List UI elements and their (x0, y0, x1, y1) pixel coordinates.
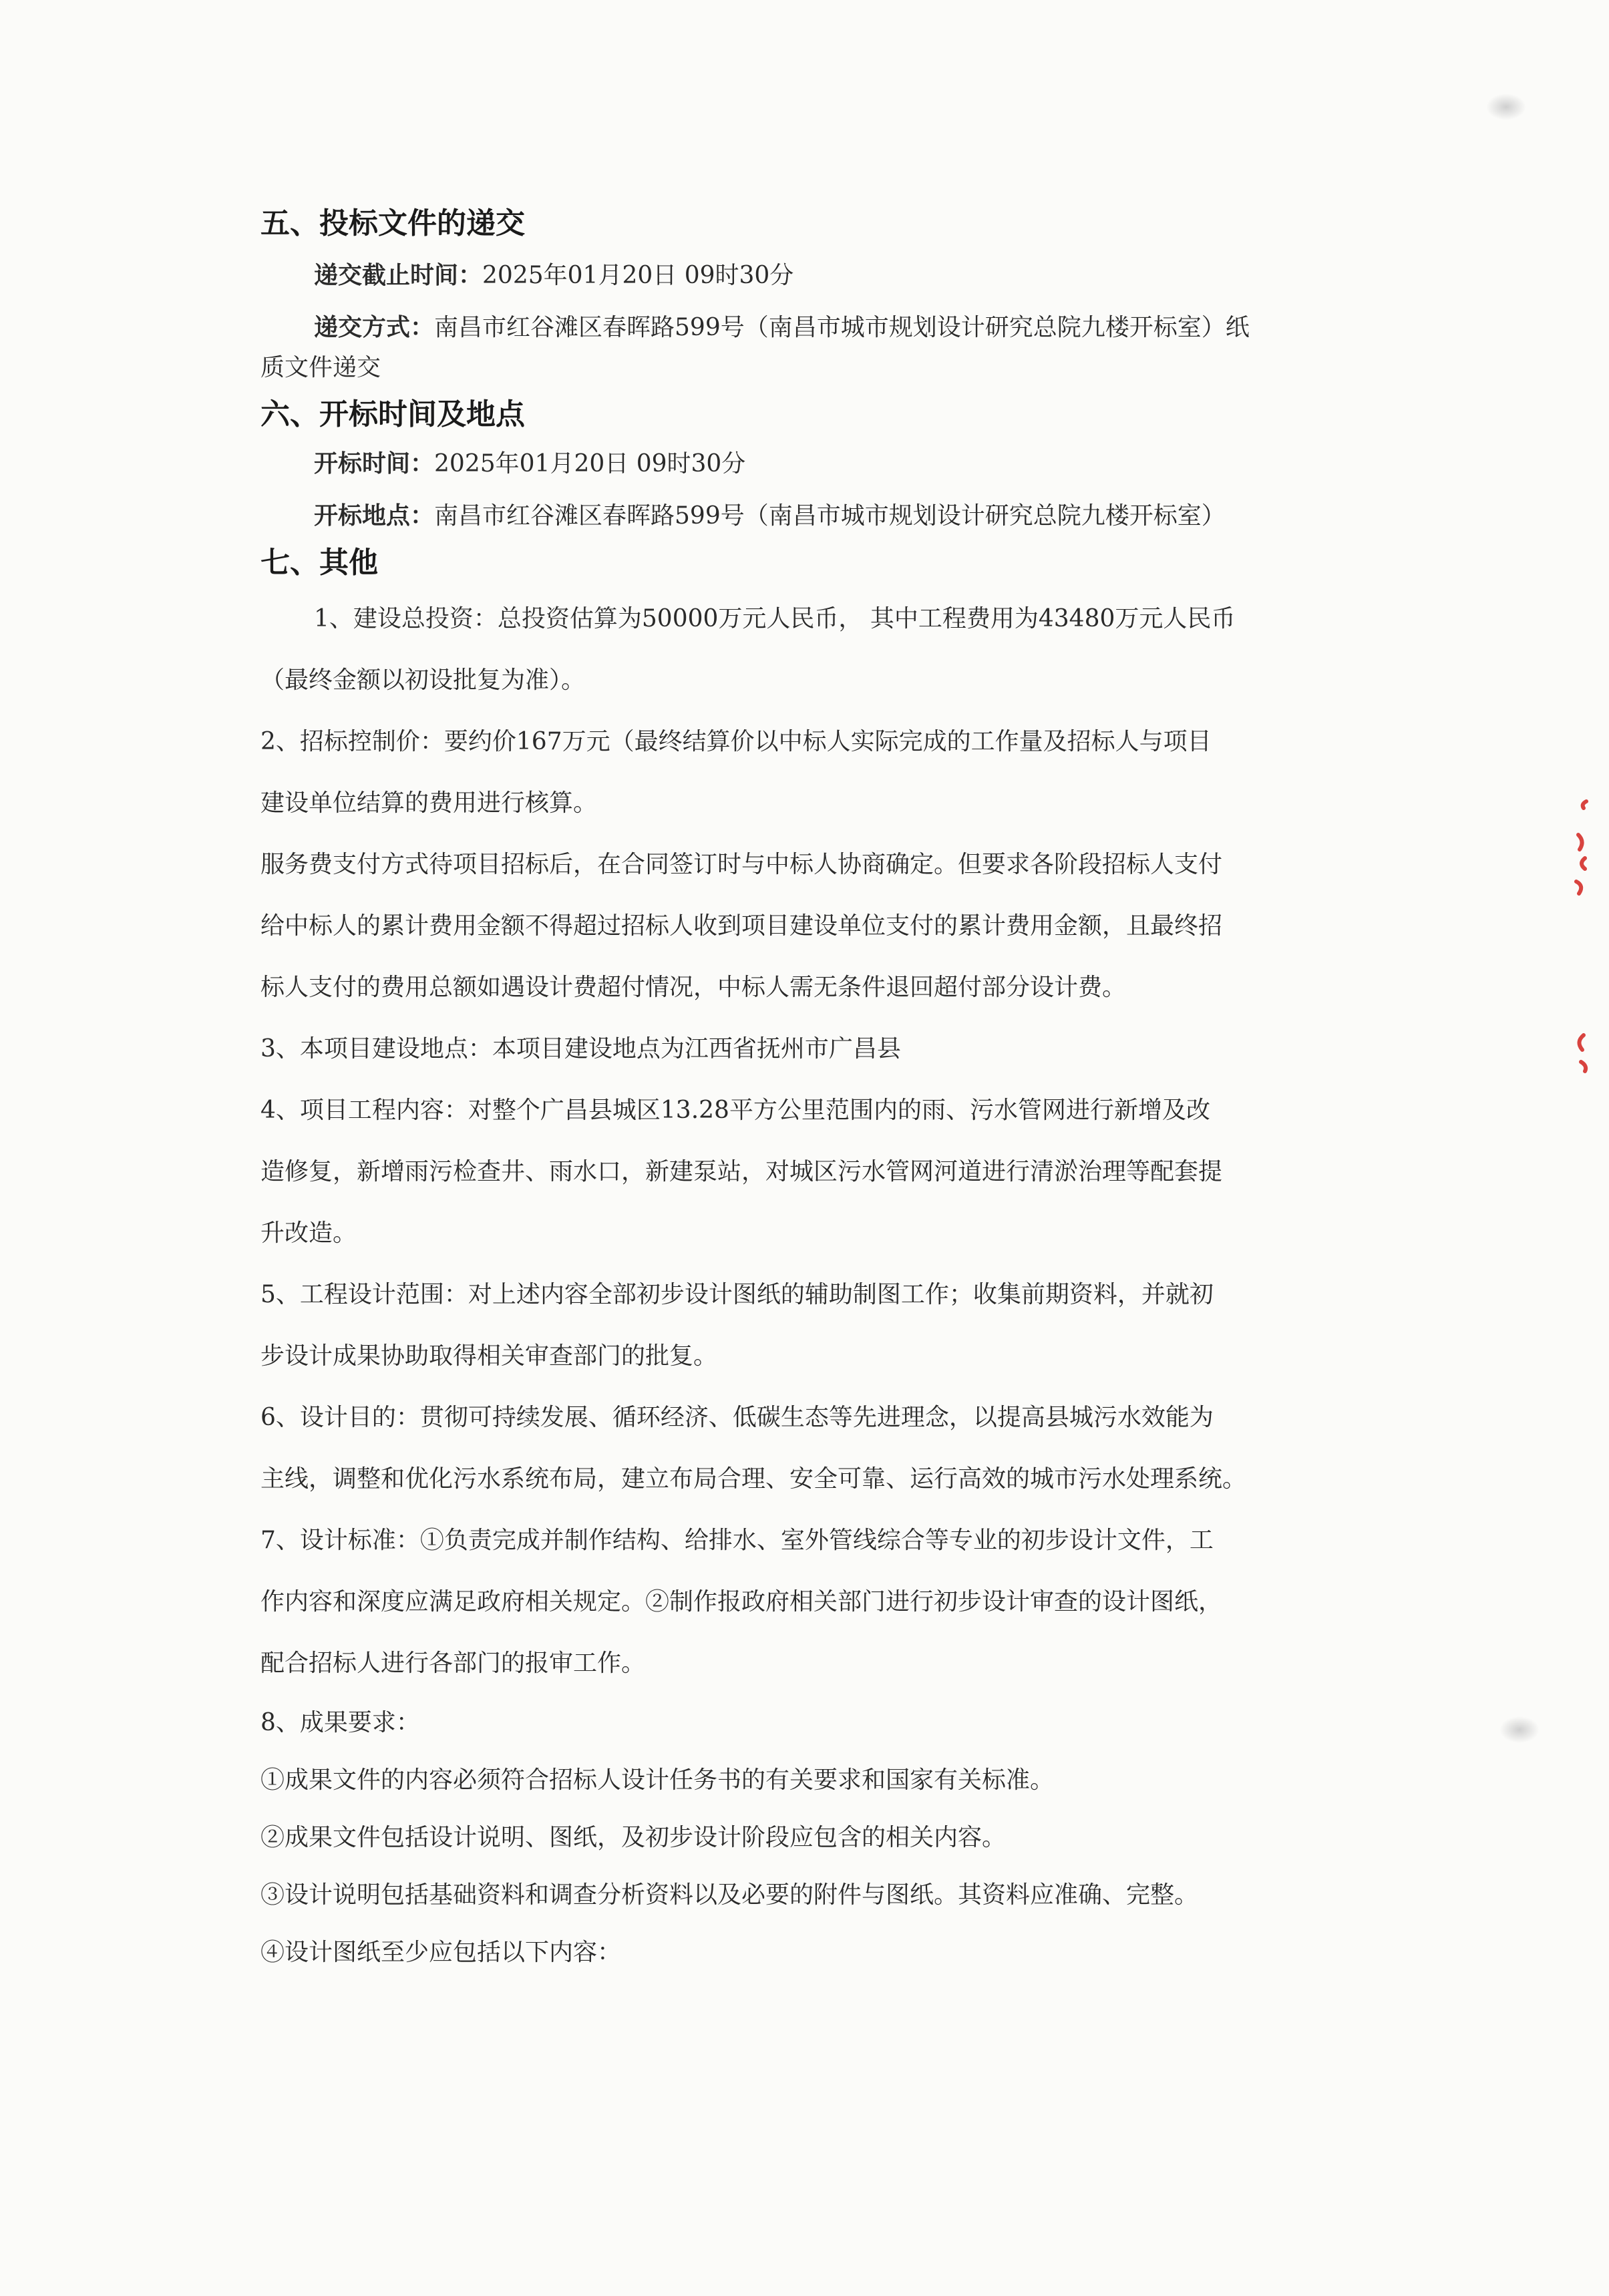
method-label: 递交方式： (314, 314, 435, 341)
body-line: 服务费支付方式待项目招标后，在合同签订时与中标人协商确定。但要求各阶段招标人支付 (260, 851, 1223, 878)
body-line: ④设计图纸至少应包括以下内容： (260, 1939, 622, 1966)
body-line: 3、本项目建设地点：本项目建设地点为江西省抚州市广昌县 (260, 1035, 901, 1063)
body-line: 作内容和深度应满足政府相关规定。②制作报政府相关部门进行初步设计审查的设计图纸， (260, 1588, 1223, 1615)
body-line: 8、成果要求： (260, 1709, 420, 1736)
body-line: 造修复，新增雨污检查井、雨水口，新建泵站，对城区污水管网河道进行清淤治理等配套提 (260, 1158, 1223, 1185)
body-line: 步设计成果协助取得相关审查部门的批复。 (260, 1342, 718, 1370)
body-line: 6、设计目的：贯彻可持续发展、循环经济、低碳生态等先进理念，以提高县城污水效能为 (260, 1404, 1214, 1431)
scan-smudge (1486, 93, 1526, 120)
section-5-heading: 五、投标文件的递交 (260, 206, 525, 240)
method-value: 南昌市红谷滩区春晖路599号（南昌市城市规划设计研究总院九楼开标室）纸 (434, 314, 1250, 341)
section-6-heading: 六、开标时间及地点 (260, 397, 525, 431)
body-line: 7、设计标准：①负责完成并制作结构、给排水、室外管线综合等专业的初步设计文件，工 (260, 1527, 1214, 1554)
section-7-heading: 七、其他 (260, 546, 378, 580)
body-line: 给中标人的累计费用金额不得超过招标人收到项目建设单位支付的累计费用金额，且最终招 (260, 912, 1223, 940)
body-line: （最终金额以初设批复为准）。 (260, 666, 586, 694)
body-line: 配合招标人进行各部门的报审工作。 (260, 1650, 646, 1677)
open-place-line (260, 496, 1369, 536)
deadline-value: 2025年01月20日 09时30分 (482, 262, 794, 289)
body-line: 主线，调整和优化污水系统布局，建立布局合理、安全可靠、运行高效的城市污水处理系统。 (260, 1465, 1247, 1493)
body-line: 升改造。 (260, 1219, 357, 1247)
body-line: ②成果文件包括设计说明、图纸，及初步设计阶段应包含的相关内容。 (260, 1824, 1007, 1851)
open-time-label: 开标时间： (314, 450, 435, 477)
scan-smudge (1499, 1716, 1540, 1743)
deadline-label: 递交截止时间： (314, 262, 483, 289)
open-place-label: 开标地点： (314, 502, 435, 530)
deadline-line (260, 256, 1369, 296)
body-line: 4、项目工程内容：对整个广昌县城区13.28平方公里范围内的雨、污水管网进行新增及改 (260, 1097, 1210, 1124)
method-line (260, 308, 1369, 348)
seal-edge-mark (1566, 795, 1593, 1102)
body-line: 5、工程设计范围：对上述内容全部初步设计图纸的辅助制图工作；收集前期资料，并就初 (260, 1281, 1214, 1308)
open-time-value: 2025年01月20日 09时30分 (434, 450, 746, 477)
body-line: 建设单位结算的费用进行核算。 (260, 789, 598, 817)
method-line-cont: 质文件递交 (260, 354, 381, 381)
open-time-line (260, 444, 1369, 484)
body-line: 1、建设总投资：总投资估算为50000万元人民币， 其中工程费用为43480万元人民币 (314, 605, 1236, 632)
body-line: ③设计说明包括基础资料和调查分析资料以及必要的附件与图纸。其资料应准确、完整。 (260, 1881, 1199, 1909)
document-content (260, 204, 1369, 1981)
open-place-value: 南昌市红谷滩区春晖路599号（南昌市城市规划设计研究总院九楼开标室） (434, 502, 1226, 530)
body-line: ①成果文件的内容必须符合招标人设计任务书的有关要求和国家有关标准。 (260, 1766, 1055, 1794)
section-7-body (260, 588, 1369, 1981)
body-line: 标人支付的费用总额如遇设计费超付情况，中标人需无条件退回超付部分设计费。 (260, 974, 1127, 1001)
body-line: 2、招标控制价：要约价167万元（最终结算价以中标人实际完成的工作量及招标人与项目 (260, 728, 1212, 755)
